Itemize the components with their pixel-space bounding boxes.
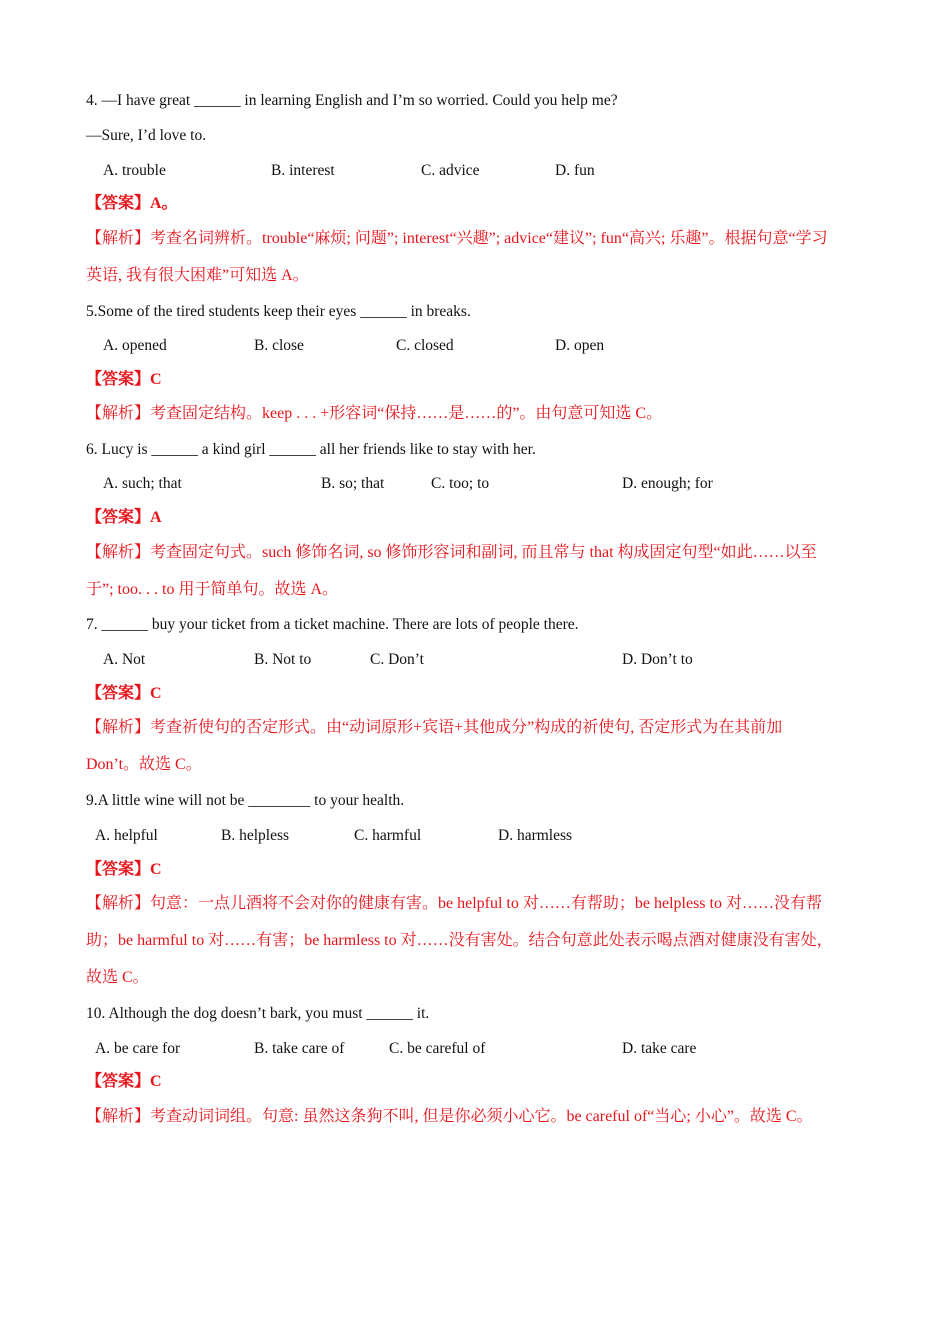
q4-option-b: B. interest — [271, 162, 335, 179]
q10-stem: 10. Although the dog doesn’t bark, you must ______ it. — [86, 1005, 430, 1022]
q4-stem-line1: 4. —I have great ______ in learning English and I’m so worried. Could you help me? — [86, 92, 618, 109]
q9-option-b: B. helpless — [221, 827, 290, 844]
q5-explanation: 【解析】考查固定结构。keep . . . +形容词“保持……是……的”。由句意可知选 C。 — [86, 405, 663, 422]
q6-option-a: A. such; that — [103, 475, 182, 492]
q6-option-d: D. enough; for — [622, 475, 713, 492]
q7-option-b: B. Not to — [254, 651, 312, 668]
q10-option-b: B. take care of — [254, 1040, 345, 1057]
q7-answer: 【答案】C — [86, 685, 162, 702]
q9-option-c: C. harmful — [354, 827, 422, 844]
q4-answer: 【答案】A。 — [86, 195, 178, 212]
q7-stem: 7. ______ buy your ticket from a ticket machine. There are lots of people there. — [86, 616, 579, 633]
q9-stem: 9.A little wine will not be ________ to your health. — [86, 792, 405, 809]
q7-explanation-line1: 【解析】考查祈使句的否定形式。由“动词原形+宾语+其他成分”构成的祈使句, 否定形式为在其前加 — [86, 719, 783, 736]
q9-explanation-line3: 故选 C。 — [86, 969, 149, 986]
q9-option-d: D. harmless — [498, 827, 573, 844]
q4-option-d: D. fun — [555, 162, 595, 179]
q6-option-c: C. too; to — [431, 475, 490, 492]
q6-stem: 6. Lucy is ______ a kind girl ______ all her friends like to stay with her. — [86, 441, 536, 458]
q7-explanation-line2: Don’t。故选 C。 — [86, 756, 202, 773]
q10-answer: 【答案】C — [86, 1073, 162, 1090]
q9-option-a: A. helpful — [95, 827, 158, 844]
q4-stem-line2: —Sure, I’d love to. — [86, 127, 207, 144]
q7-option-a: A. Not — [103, 651, 146, 668]
q6-answer: 【答案】A — [86, 509, 162, 526]
q9-explanation-line2: 助；be harmful to 对……有害；be harmless to 对……没有害处。结合句意此处表示喝点酒对健康没有害处， — [86, 932, 833, 949]
q6-explanation-line2: 于”; too. . . to 用于简单句。故选 A。 — [86, 581, 338, 598]
q5-option-b: B. close — [254, 337, 304, 354]
q10-option-a: A. be care for — [95, 1040, 181, 1057]
q7-option-c: C. Don’t — [370, 651, 424, 668]
q10-option-c: C. be careful of — [389, 1040, 486, 1057]
q5-option-a: A. opened — [103, 337, 167, 354]
q4-explanation-line2: 英语, 我有很大困难”可知选 A。 — [86, 267, 309, 284]
q4-option-c: C. advice — [421, 162, 480, 179]
q7-option-d: D. Don’t to — [622, 651, 693, 668]
q5-stem: 5.Some of the tired students keep their eyes ______ in breaks. — [86, 303, 471, 320]
q5-answer: 【答案】C — [86, 371, 162, 388]
q6-option-b: B. so; that — [321, 475, 385, 492]
q10-option-d: D. take care — [622, 1040, 697, 1057]
q9-answer: 【答案】C — [86, 861, 162, 878]
q5-option-d: D. open — [555, 337, 605, 354]
q10-explanation: 【解析】考查动词词组。句意: 虽然这条狗不叫, 但是你必须小心它。be careful of“当心; 小心”。故选 C。 — [86, 1108, 813, 1125]
q9-explanation-line1: 【解析】句意：一点儿酒将不会对你的健康有害。be helpful to 对……有帮助；be helpless to 对……没有帮 — [86, 895, 822, 912]
q5-option-c: C. closed — [396, 337, 454, 354]
q6-explanation-line1: 【解析】考查固定句式。such 修饰名词, so 修饰形容词和副词, 而且常与 that 构成固定句型“如此……以至 — [86, 544, 817, 561]
q4-option-a: A. trouble — [103, 162, 166, 179]
q4-explanation-line1: 【解析】考查名词辨析。trouble“麻烦; 问题”; interest“兴趣”; advice“建议”; fun“高兴; 乐趣”。根据句意“学习 — [86, 230, 828, 247]
